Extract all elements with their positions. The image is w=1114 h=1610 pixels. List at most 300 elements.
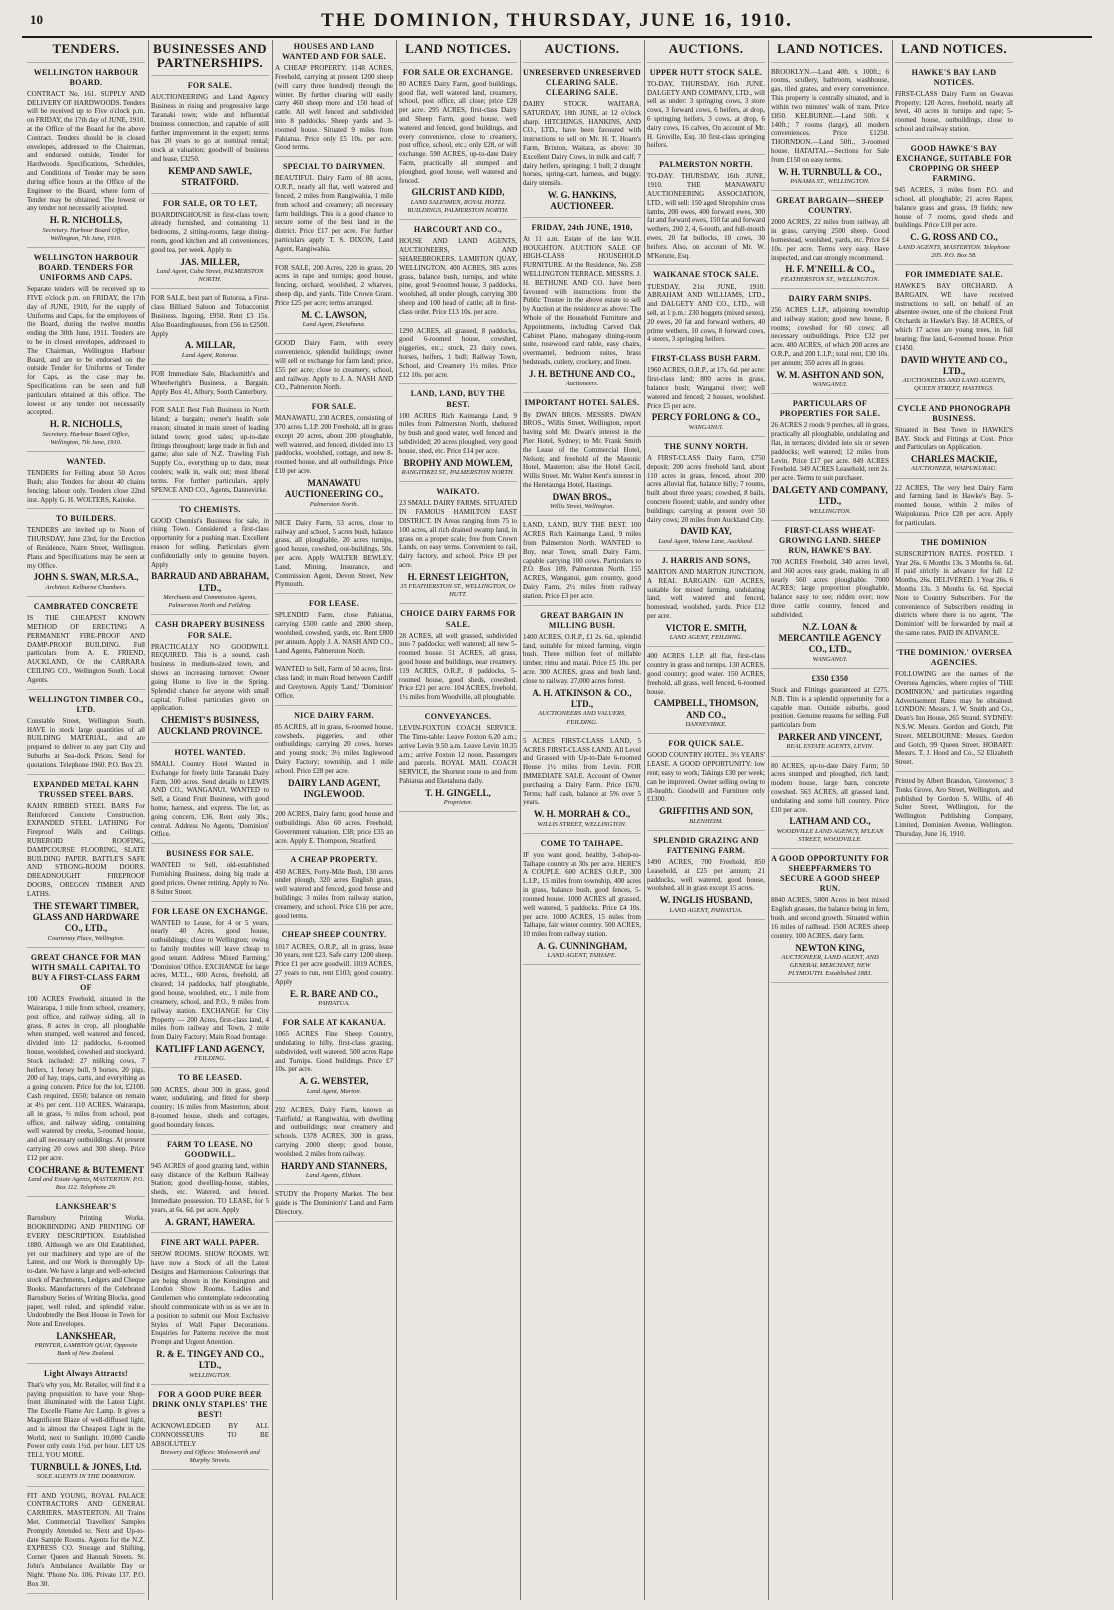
- ad-body-text: 450 ACRES, Forty-Mile Bush, 130 acres under plough, 320 acres English grass, well watered and fenced, good house and buildings; 3 miles from railway station, creamery, and school. Price £16 per acre, good terms.: [275, 867, 393, 920]
- advertisement: [399, 42, 517, 63]
- ad-heading: THE DOMINION: [920, 537, 988, 547]
- advertisement: [27, 514, 145, 597]
- ad-heading: LAND, LAND, BUY THE BEST.: [410, 389, 506, 409]
- advertisement: [151, 42, 269, 76]
- advertisement: [895, 648, 1013, 772]
- ad-body-text: IF you want good, healthy, 3-shop-to-Taihape country at 30s per acre. HERE'S A COUPLE. 600 ACRES O.R.P., 300 L.I.P., 15 miles from township, 400 acres in grass, balance bush, good fences, 5-roomed house. 1000 ACRES all grassed, well watered, 5 paddocks. Price £4 10s. per acre. 1000 ACRES, 15 miles from Taihape, fair winter country. 500 ACRES, 10 miles from railway station.: [523, 850, 641, 939]
- ad-body-text: A FIRST-CLASS Dairy Farm, £750 deposit; 200 acres freehold land, about 110 acres in grass, fenced, about 200 acres alluvial flat, balance hilly; 7 rooms, built about three years; cowshed, 8 bails, concrete floored; stable, and sundry other buildings; carrying at present over 50 dairy cows; 20 miles from Auckland City.: [647, 453, 765, 524]
- ad-body-text: TENDERS for Felling about 50 Acres Bush; also Tenders for about 40 chains fencing; labour only. Tenders close 22nd inst. Apply G. H. WOLTERS, Kaitoke.: [27, 469, 145, 504]
- advertisement: [771, 196, 889, 289]
- ad-heading: LANKSHEAR'S: [55, 1202, 117, 1212]
- ad-heading: CAMBRATED CONCRETE: [33, 601, 139, 611]
- ad-firm-name: W. INGLIS HUSBAND,: [659, 895, 753, 906]
- advertisement: [27, 457, 145, 509]
- ad-body-text: IS THE CHEAPEST KNOWN METHOD OF ERECTING A PERMANENT FIRE-PROOF AND DAMP-PROOF BUILDING. Full particulars from A. E. FRIEND, AUCKLAND, Or the CARRARA CEILING CO., Wellington South. Local Agents.: [27, 614, 145, 684]
- advertisement: [523, 737, 641, 834]
- advertisement: [151, 505, 269, 616]
- ad-body-text: 1400 ACRES, O.R.P., £1 2s. 6d., splendid land, suitable for mixed farming, virgin bush. Three million feet of millable timber, rimu and matai. Price £5 10s. per acre. 300 ACRES, grass and bush land, close to railway. 27,000 acres forest.: [523, 632, 641, 685]
- ad-address: Land Agent, Valena Lane, Auckland.: [658, 537, 754, 545]
- advertisement: [275, 162, 393, 258]
- ad-heading: TO BE LEASED.: [178, 1073, 242, 1083]
- ad-body-text: At 11 a.m. Estate of the late W.H. HOUGHTON. AUCTION SALE OF HIGH-CLASS HOUSEHOLD FURNITURE. At the Residence, No. 258 WELLINGTON TERRACE. MESSRS. J. H. BETHUNE AND CO. have been favoured with instructions from the Public Trustee in the above estate to sell by Auction at the residence as above: The Whole of the Household Furniture and Appointments, including Carved Oak Cabinet Piano, mahogany dining-room suite, rosewood card table, easy chairs, overmantel, bedroom suites, brass bedsteads, cutlery, crockery, and linen.: [523, 234, 641, 367]
- ad-address: Merchants and Commission Agents, Palmerston North and Feilding.: [163, 594, 257, 610]
- advertisement: [399, 712, 517, 812]
- ad-address: Courtenay Place, Wellington.: [47, 934, 125, 942]
- ad-body-text: 256 ACRES L.I.P., adjoining township and railway station; good new house, 8 rooms; cowshed for 60 cows; all necessary outbuildings. Price £32 per acre. 400 ACRES, of which 200 acres are O.R.P., and 200 L.I.P.; total rent, £30 10s. per annum; 350 acres all in grass.: [771, 305, 889, 367]
- ad-body-text: WANTED to Sell, Farm of 50 acres, first-class land; in main Road between Cardiff and Greytown. Apply 'Land,' 'Dominion' Office.: [275, 665, 393, 700]
- advertisement: [523, 42, 641, 63]
- ad-heading: THE SUNNY NORTH.: [663, 441, 748, 451]
- ad-heading: AUCTIONS.: [668, 41, 744, 56]
- ad-address: BLENHEIM.: [689, 817, 723, 825]
- ad-heading: CYCLE AND PHONOGRAPH BUSINESS.: [897, 403, 1011, 423]
- ad-firm-name: LATHAM AND CO.,: [789, 816, 871, 827]
- ad-body-text: WANTED to Lease, for 4 or 5 years, nearly 40 Acres, good house, outbuildings; close to Wellington; owing to family troubles will leave cheap to good tenant. Address 'Mixed Farming,' 'Dominion' Office. EXCHANGE for large acres, M.T.L., 600 Acres, freehold, all cleared; 14 paddocks, half ploughable, good house, woolshed, etc., 1 mile from creamery, school, and P.O., 9 miles from railway station. EXCHANGE for City Property — 200 Acres, first-class land, 4 miles from railway and Town, 2 mile from Dairy Factory; Main Road frontage.: [151, 918, 269, 1042]
- ad-address: LAND AGENT, FEILDING.: [669, 634, 743, 642]
- ad-firm-name: T. H. GINGELL,: [425, 787, 491, 798]
- ad-address: Land Agents, Eltham.: [305, 1171, 363, 1179]
- advertisement: [895, 42, 1013, 63]
- advertisement: [771, 399, 889, 521]
- ad-heading: EXPANDED METAL KAHN TRUSSED STEEL BARS.: [33, 779, 139, 799]
- advertisement: [647, 652, 765, 734]
- ad-firm-name: TURNBULL & JONES, Ltd.: [30, 1462, 142, 1473]
- advertisement: [151, 748, 269, 844]
- ad-body-text: 1017 ACRES, O.R.P., all in grass, lease 30 years, rent £23. Safe carry 1200 sheep. Price £1 per acre goodwill. 1019 ACRES, 27 years to run, rent £103; good country. Apply: [275, 942, 393, 986]
- ad-body-text: NICE Dairy Farm, 53 acres, close to railway and school, 5 acres bush, balance grass, all ploughable, 20 acres turnips, good house, cowshed, out-buildings, 50s. per acre. Apply WALTER BEWLEY, Land, Mining, Insurance, and Commission Agent, Devon Street, New Plymouth.: [275, 518, 393, 589]
- ad-body-text: 80 ACRES Dairy Farm, good buildings, good flat, well watered land, creamery, school, post office, all close; price £28 per acre. 295 ACRES, first-class Dairy and Sheep Farm, good house, well watered and fenced, good buildings, and every convenience, close to creamery, post office, school, etc.; only £28, or will exchange. 590 ACRES, up-to-date Dairy Farm, practically all stumped and ploughed, good house, well watered and fenced.: [399, 79, 517, 185]
- ad-firm-name: NEWTON KING,: [795, 942, 865, 953]
- ad-heading: TENDERS.: [52, 41, 120, 56]
- ad-heading: AUCTIONS.: [544, 41, 620, 56]
- ad-heading: LAND NOTICES.: [405, 41, 511, 56]
- advertisement: [27, 602, 145, 690]
- advertisement: [771, 674, 889, 757]
- ad-address: DANNEVIRKE.: [685, 721, 727, 729]
- ad-firm-name: GILCRIST AND KIDD,: [411, 187, 505, 198]
- ad-firm-name: W. M. ASHTON AND SON,: [776, 369, 884, 380]
- advertisement: [27, 1202, 145, 1363]
- ad-firm-name: H. ERNEST LEIGHTON,: [407, 571, 509, 582]
- ad-address: AUCTIONEER, WAIPUKURAU.: [910, 465, 998, 473]
- ad-heading: FOR QUICK SALE.: [668, 739, 744, 749]
- ad-address: WILLIS STREET, WELLINGTON.: [537, 820, 627, 828]
- advertisement: [275, 930, 393, 1013]
- ad-heading: WELLINGTON HARBOUR BOARD. TENDERS FOR UNIFORMS AND CAPS.: [33, 252, 139, 283]
- column-rule: [644, 40, 645, 1600]
- ad-firm-name: A. G. CUNNINGHAM,: [537, 940, 627, 951]
- advertisement: [895, 777, 1013, 844]
- advertisement: [647, 354, 765, 437]
- ad-heading: Light Always Attracts!: [44, 1368, 128, 1378]
- ad-body-text: TENDERS are invited up to Noon of THURSDAY, June 23rd, for the Erection of Residence, Nairn Street, Wellington. Plans and Specifications may be seen at my Office.: [27, 526, 145, 570]
- advertisement: [523, 223, 641, 394]
- ad-address: Willis Street, Wellington.: [549, 503, 615, 511]
- ad-body-text: 945 ACRES, 3 miles from P.O. and school, all ploughable; 21 acres Rapes; balance grass and grass, 19 fields; new house of 7 rooms, good sheds and buildings. Price £18 per acre.: [895, 186, 1013, 230]
- advertisement: [151, 199, 269, 290]
- advertisement: [647, 442, 765, 551]
- ad-body-text: Constable Street, Wellington South. HAVE in stock large quantities of all BUILDING MATERIAL, and are prepared to deliver to any part City and Suburbs at Sea-dock Prices. Send for quotations. Telephone 1960. P.O. Box 23.: [27, 716, 145, 769]
- column-7: [771, 40, 889, 1600]
- ad-body-text: STUDY the Property Market. The best guide is 'The Dominion's' Land and Farm Directory.: [275, 1190, 393, 1216]
- advertisement: [275, 599, 393, 660]
- ad-body-text: GOOD Chemist's Business for sale, in rising Town. Considered a first-class opportunity for a pushing man. Excellent reason for selling. Particulars given confidentially only to genuine buyers. Apply: [151, 516, 269, 569]
- ad-heading: GREAT BARGAIN—SHEEP COUNTRY.: [776, 196, 884, 216]
- advertisement: [275, 42, 393, 157]
- ad-body-text: FOR Immediate Sale, Blacksmith's and Wheelwright's Business, a Bargain. Apply Box 41, Albury, South Canterbury.: [151, 369, 269, 396]
- ad-firm-name: DWAN BROS.,: [552, 491, 612, 502]
- ad-body-text: 2000 ACRES, 22 miles from railway, all in grass, carrying 2500 sheep. Good homestead, woolshed, yards, etc. Price £4 10s. per acre. Terms very easy. Have inspected, and can strongly recommend.: [771, 218, 889, 262]
- ad-firm-name: LANKSHEAR,: [56, 1330, 116, 1341]
- ad-heading: £350 £350: [811, 673, 849, 683]
- ad-address: 35 FEATHERSTON ST., WELLINGTON, Or HUTT.: [400, 583, 516, 599]
- ad-body-text: Barnsbury Printing Works. BOOKBINDING AND PRINTING OF EVERY DESCRIPTION. Established 1880. Although we are Old Established, yet our machinery and type are of the Latest, and our Work is thoroughly Up-to-date. We have a large and well-selected stock of Parchments, Ledgers and Cheque Books. Manufacturers of the Celebrated Barnsbury Series of Writing Blocks, good paper, well ruled, and splendid value. Undoubtedly the Best House in Town for Note and Envelopes.: [27, 1214, 145, 1329]
- ad-body-text: MARTON AND MARTON JUNCTION. A REAL BARGAIN. 620 ACRES, suitable for mixed farming, undulating land, well watered and fenced, homestead, woolshed, yards. Price £12 per acre.: [647, 568, 765, 621]
- ad-firm-name: M. C. LAWSON,: [301, 309, 367, 320]
- advertisement: [399, 487, 517, 604]
- ad-body-text: 23 SMALL DAIRY FARMS. SITUATED IN FAMOUS HAMILTON EAST DISTRICT. IN Areas ranging from 75 to 100 acres, all rich drained swamp land, in grass on a proper scale; free from Crown Lands, on easy terms. Convenient to rail, dairy factory, and school. Price £9 per acre.: [399, 499, 517, 569]
- column-3: [275, 40, 393, 1600]
- ad-firm-name: PARKER AND VINCENT,: [778, 732, 882, 743]
- ad-heading: UPPER HUTT STOCK SALE.: [649, 67, 763, 77]
- ad-address: Secretary. Harbour Board Office, Wellington, 7th June, 1910.: [42, 430, 130, 446]
- ad-body-text: 100 ACRES Freehold, situated in the Wairarapa, 1 mile from school, creamery, post office, and railway siding, all in grass, 8 acres in crop, all ploughable when stumped, well watered and fenced, divided into 12 paddocks, 6-roomed house, woolshed, cowshed and stockyard. Stock included: 27 milking cows, 7 heifers, 1 Jersey bull, 9 horses, 20 pigs, 200 of hay, traps, carts, and everything as a going concern. Price for the lot, £2100. Cash required, £650; balance on remain at 4½ per cent. 110 ACRES, Wairarapa, all in grass, ⅔ miles from school, post office, and railway siding, containing well watered by creeks, 5-roomed house, and all necessary outbuildings. At present carrying 20 cows and 300 sheep. Price £12 per acre.: [27, 995, 145, 1162]
- ad-body-text: FOLLOWING are the names of the Oversea Agencies, where copies of 'THE DOMINION,' and particulars regarding Advertisement Rates may be obtained: LONDON: Messrs. J. W. Smith and Co., Dean's Inn House, 265 Strand. SYDNEY: N.S.W. Messrs. Gordon and Gotch, Pitt Street. MELBOURNE: Messrs. Gordon and Gotch, 99 Queen Street. HOBART: Messrs. T. J. Hood and Co., 52 Elizabeth Street.: [895, 670, 1013, 767]
- advertisement: [895, 538, 1013, 643]
- advertisement: [399, 327, 517, 385]
- ad-body-text: AUCTIONEERING and Land Agency Business in rising and progressive large Taranaki town; wide and influential business connection, and capable of still further improvement in the expert; terms has 20 years to go at nominal rental; stock at valuation; goodwill of business and lease, £3250.: [151, 93, 269, 164]
- ad-firm-name: PERCY FORLONG & CO.,: [651, 412, 761, 423]
- ad-address: LAND AGENT, PAHIATUA.: [669, 906, 743, 914]
- ad-firm-name: H. R. NICHOLLS,: [49, 419, 123, 430]
- advertisement: [275, 855, 393, 925]
- ad-body-text: 22 ACRES, The very best Dairy Farm and farming land in Hawke's Bay. 5-roomed house, within 2 miles of Waipukurau. Price £28 per acre. Apply for particulars.: [895, 483, 1013, 527]
- ad-body-text: FOR SALE, 200 Acres, 220 in grass, 20 acres in rape and turnips; good house, fencing, orchard, woolshed, 2 wharves, sheep dip, and yards. Title Crown Grant. Price £25 per acre; terms arranged.: [275, 263, 393, 307]
- ad-heading: WANTED.: [66, 457, 106, 466]
- ad-address: Auctioneers.: [565, 380, 599, 388]
- ad-heading: CHOICE DAIRY FARMS FOR SALE.: [400, 609, 516, 629]
- advertisement: [895, 404, 1013, 479]
- advertisement: [647, 836, 765, 920]
- advertisement: [771, 42, 889, 63]
- advertisement: [151, 81, 269, 193]
- ad-firm-name: DAIRY LAND AGENT, INGLEWOOD.: [288, 777, 380, 799]
- ad-heading: FIRST-CLASS BUSH FARM.: [651, 354, 761, 364]
- advertisement: [399, 68, 517, 221]
- advertisement: [27, 1492, 145, 1594]
- ad-body-text: By DWAN BROS. MESSRS. DWAN BROS., Willis Street, Wellington, report having sold Mr. Dwan's interest in the Pier Hotel, Sydney; to Mr. Frank Smith the Lease of the Commercial Hotel, Nelson; and freehold of the Masonic Hotel, Masterton; also the Hotel Cecil, Willis Street. Mr. Walter Kent's interest in the Heretaunga Hotel, Hastings.: [523, 410, 641, 490]
- ad-firm-name: HARDY AND STANNERS,: [281, 1160, 387, 1171]
- ad-address: REAL ESTATE AGENTS, LEVIN.: [786, 743, 874, 751]
- ad-body-text: 80 ACRES, up-to-date Dairy Farm; 50 acres stumped and ploughed, rich land; modern house, large barn, concrete cowshed. 563 ACRES, all grassed land, undulating and some hill country. Price £10 per acre.: [771, 761, 889, 814]
- advertisement: [895, 270, 1013, 399]
- ad-heading: GREAT CHANCE FOR MAN WITH SMALL CAPITAL TO BUY A FIRST-CLASS FARM OF: [30, 952, 142, 993]
- ad-firm-name: H. R. NICHOLLS,: [49, 215, 123, 226]
- ad-body-text: 400 ACRES L.I.P. all flat, first-class country in grass and turnips. 130 ACRES, good country; good water. 150 ACRES, freehold, all grass, well fenced, 6-roomed house.: [647, 652, 765, 696]
- ad-heading: GREAT BARGAIN IN MILLING BUSH.: [540, 610, 624, 630]
- ad-address: AUCTIONEERS AND LAND AGENTS, QUEEN STREET, HASTINGS.: [902, 377, 1006, 393]
- ad-firm-name: A. H. ATKINSON & CO., LTD.,: [532, 687, 632, 710]
- ad-heading: WELLINGTON HARBOUR BOARD.: [33, 67, 139, 87]
- ad-address: Palmerston North.: [309, 500, 359, 508]
- ad-body-text: FOR SALE, best part of Rotorua, a First-class Billiard Saloon and Tobacconist Business. Ingoing, £950. Rent £3 15s. Also Boardinghouses, from £56 to £2500. Apply: [151, 294, 269, 338]
- advertisement: [151, 1238, 269, 1385]
- ad-firm-name: COCHRANE & BUTEMENT: [27, 1164, 144, 1175]
- ad-body-text: CONTRACT No. 161. SUPPLY AND DELIVERY OF HARDWOODS. Tenders will be received up to Five o'clock p.m. on FRIDAY, the 17th day of JUNE, 1910, at the Office of the Board for the above Contract. Tenders should be in closed envelopes, addressed to the Chairman, and endorsed outside, Tender for Hardwoods. Specifications, Schedules, and Conditions of Tender may be seen during office hours at the Office of the Engineer to the Board, where form of Tender may be obtained. The lowest or any tender not necessarily accepted.: [27, 89, 145, 213]
- ad-firm-name: JAS. MILLER,: [180, 256, 240, 267]
- ad-address: SOLE AGENTS IN THE DOMINION.: [36, 1473, 136, 1481]
- column-5: [523, 40, 641, 1600]
- masthead: [22, 10, 1092, 38]
- ad-body-text: That's why you, Mr. Retailer, will find it a paying proposition to have your Shop-front illuminated with the Latest Light. The Excelle Flame Arc Lamp. It gives a Magnificent Blaze of well-diffused light, and is almost the Cheapest Light in the World, next to Sunlight. 10,000 Candle Power only costs 1½d. per hour. LET US TELL YOU MORE.: [27, 1380, 145, 1460]
- advertisement: [523, 398, 641, 516]
- ad-heading: SPECIAL TO DAIRYMEN.: [282, 162, 386, 172]
- ad-address: FEILDING.: [194, 1055, 226, 1063]
- ad-firm-name: J. H. BETHUNE AND CO.,: [528, 368, 635, 379]
- ad-body-text: LEVIN-FOXTON COACH SERVICE. The Time-table: Leave Foxton 6.20 a.m.; arrive Levin 9.50 a.m. Leave Levin 10.35 a.m.; arrive Foxton 12 noon. Passengers and parcels. ROYAL MAIL COACH SERVICE, the Shortest route to and from Pahiatua and Eketahuna daily.: [399, 724, 517, 786]
- ad-body-text: BOARDINGHOUSE in first-class town; already furnished, and containing 11 bedrooms, 2 sitting-rooms, large dining-room, good kitchen and all conveniences, good tea, per week. Apply to: [151, 210, 269, 254]
- ad-heading: FOR LEASE.: [308, 599, 360, 609]
- column-rule: [520, 40, 521, 1600]
- ad-body-text: ACKNOWLEDGED BY ALL CONNOISSEURS TO BE ABSOLUTELY: [151, 1422, 269, 1448]
- ad-body-text: WANTED to Sell, old-established Furnishing Business, doing big trade at good prices. Owner retiring. Apply to No. 8 Sulter Street.: [151, 861, 269, 896]
- advertisement: [275, 711, 393, 806]
- column-4: [399, 40, 517, 1600]
- ad-body-text: GOOD Dairy Farm, with every convenience, splendid buildings; owner will sell or exchange for farm land; price, £55 per acre; close to creamery, school, and railway. Apply to J. A. NASH AND CO., Palmerston North.: [275, 339, 393, 392]
- ad-heading: FIRST-CLASS WHEAT-GROWING LAND. SHEEP RUN, HAWKE'S BAY.: [779, 525, 881, 555]
- ad-firm-name: BROPHY AND MOWLEM,: [403, 457, 513, 468]
- advertisement: [771, 854, 889, 983]
- ad-firm-name: KEMP AND SAWLE, STRATFORD.: [168, 165, 252, 188]
- ad-firm-name: R. & E. TINGEY AND CO., LTD.,: [156, 1349, 264, 1371]
- ad-heading: A CHEAP PROPERTY.: [290, 855, 378, 865]
- ad-address: Architect. Kelburne Chambers.: [45, 583, 127, 591]
- ad-body-text: Situated in Best Town in HAWKE'S BAY. Stock and Fittings at Cost. Price and Particulars on Application.: [895, 425, 1013, 452]
- ad-heading: FOR IMMEDIATE SALE.: [905, 269, 1003, 279]
- ad-body-text: 200 ACRES, Dairy farm; good house and outbuildings. Also 60 acres. Freehold; Government valuation, £38; price £35 an acre. Apply E. Thompson, Stratford.: [275, 810, 393, 845]
- advertisement: [27, 780, 145, 948]
- ad-heading: WAIKANAE STOCK SALE.: [653, 270, 759, 280]
- ad-address: PAHIATUA.: [318, 999, 350, 1007]
- ad-heading: FRIDAY, 24th JUNE, 1910,: [531, 222, 633, 232]
- ad-body-text: BROOKLYN.—Land 40ft. x 100ft.; 6 rooms, scullery, bathroom, washhouse, gas, tiled grates, and every convenience. This property is centrally situated, and is within two minutes' walk of tram. Price £850. KELBURNE.—Land 50ft. x 140ft.; 7 rooms (large), all modern conveniences. Price £1250. THORNDON.—Land 50ft., 3-roomed house. HATAITAI.—Sections for Sale from £150 on easy terms.: [771, 67, 889, 164]
- ad-firm-name: E. R. BARE AND CO.,: [289, 988, 378, 999]
- advertisement: [27, 68, 145, 248]
- ad-heading: HOTEL WANTED.: [174, 747, 246, 757]
- ad-heading: HOUSES AND LAND WANTED AND FOR SALE.: [282, 42, 386, 62]
- ad-heading: 'THE DOMINION.' OVERSEA AGENCIES.: [895, 647, 1013, 667]
- advertisement: [647, 160, 765, 265]
- ad-heading: WAIKATO.: [436, 487, 480, 497]
- column-2: [151, 40, 269, 1600]
- ad-firm-name: THE STEWART TIMBER, GLASS AND HARDWARE CO., LTD.,: [32, 900, 140, 934]
- ad-body-text: LAND, LAND, BUY THE BEST. 100 ACRES Rich Kaimanga Land, 9 miles from Palmerston North. WANTED to Buy, near Town, small Dairy Farm, capable carrying 100 cows. Particulars to P.O. Box 109, Palmerston North. 155 ACRES, Wanganui, gum country, good Dairy Farm, 2½ miles from railway station. Price £3 per acre.: [523, 521, 641, 600]
- advertisement: [275, 1190, 393, 1221]
- advertisement: [151, 849, 269, 901]
- ad-address: WELLINGTON.: [189, 1371, 231, 1379]
- ad-firm-name: DAVID KAY,: [680, 526, 732, 537]
- ad-address: AUCTIONEER, LAND AGENT, AND GENERAL MERCHANT, NEW PLYMOUTH. Established 1883.: [781, 953, 879, 978]
- ad-heading: BUSINESSES AND PARTNERSHIPS.: [153, 41, 267, 70]
- ad-body-text: PRACTICALLY NO GOODWILL REQUIRED. This is a sound, cash business in medium-sized town, and shows an increasing turnover. Owner going Home to live in the Spring. Splendid chance for anyone with small capital. Fullest particulars given on application.: [151, 642, 269, 713]
- ad-firm-name: KATLIFF LAND AGENCY,: [155, 1043, 265, 1054]
- ad-body-text: Stock and Fittings guaranteed at £275. N.B. This is a splendid opportunity for a capable man. Outside suburbs, good position. Genuine reasons for selling. Full particulars from: [771, 685, 889, 730]
- ad-heading: FOR A GOOD PURE BEER DRINK ONLY STAPLES' THE BEST!: [152, 1389, 268, 1419]
- ad-body-text: 28 ACRES, all well grassed, subdivided into 7 paddocks; well watered; all new 5-roomed house. 51 ACRES, all grass, good house and buildings, near creamery. 119 ACRES, O.R.P., 8 paddocks, 5-roomed house, good sheds, cowshed. Price £21 per acre. 104 ACRES, freehold, 1½ miles from Woodville, all ploughable.: [399, 631, 517, 702]
- ad-firm-name: GRIFFITHS AND SON,: [659, 806, 753, 817]
- ad-firm-name: W. H. TURNBULL & CO.,: [778, 166, 882, 177]
- ad-heading: CONVEYANCES.: [424, 712, 492, 722]
- ad-address: AUCTIONEERS AND VALUERS, FEILDING.: [538, 710, 626, 726]
- advertisement: [895, 484, 1013, 533]
- ad-address: Land and Estate Agents, MASTERTON. P.O. Box 112. Telephone 29.: [27, 1175, 145, 1192]
- ad-heading: FOR SALE, OR TO LET,: [162, 198, 258, 208]
- ad-body-text: 292 ACRES, Dairy Farm, known as 'Fairfield,' at Rangiwahia, with dwelling and outbuildings; near creamery and schools. 1378 ACRES, 300 in grass, carrying 2000 sheep; good house, woolshed. 2 miles from railway.: [275, 1105, 393, 1158]
- ad-firm-name: A. GRANT, HAWERA.: [164, 1216, 256, 1227]
- advertisement: [647, 739, 765, 830]
- ad-heading: FOR SALE.: [187, 81, 233, 91]
- ad-body-text: TO-DAY, THURSDAY, 16th JUNE. DALGETY AND COMPANY, LTD., will sell as under: 3 springing cows, 3 store cows, 3 forward cows, 6 heifers, at drop, 6 springing heifers, 3 cows, at drop, 6 dairy cows, 16 calves, On account of Mr. H. Groville, Esq. 30 first-class springing heifers.: [647, 79, 765, 150]
- ad-heading: FOR SALE OR EXCHANGE.: [402, 67, 514, 77]
- advertisement: [647, 42, 765, 63]
- ad-address: RANGITIKEI ST., PALMERSTON NORTH.: [401, 468, 515, 476]
- advertisement: [275, 402, 393, 514]
- advertisement: [151, 370, 269, 401]
- ad-body-text: 5 ACRES FIRST-CLASS LAND, 5 ACRES FIRST-CLASS LAND. All Level and Grassed with Up-to-Date 6-roomed House 1½ miles from Levin. FOR IMMEDIATE SALE. Account of Owner purchasing a Dairy Farm. Price £670. Terms; half cash, balance at 5% over 5 years.: [523, 736, 641, 807]
- advertisement: [151, 1140, 269, 1233]
- ad-body-text: 1960 ACRES, O.R.P., at 17s. 6d. per acre: first-class land; 800 acres in grass, balance bush; Wanganui river; well watered and fenced; 2 houses, woolshed. Price £5 per acre.: [647, 366, 765, 410]
- advertisement: [523, 68, 641, 218]
- ad-body-text: GOOD COUNTRY HOTEL. 3½ YEARS' LEASE. A GOOD OPPORTUNITY: low rent; easy to work; Takings £30 per week; can be improved. Owner selling owing to ill-health. Goodwill and Furniture only £1300.: [647, 751, 765, 804]
- advertisement: [647, 556, 765, 647]
- ad-address: WANGANUI.: [812, 380, 848, 388]
- ad-address: WANGANUI.: [812, 655, 848, 663]
- ad-body-text: 700 ACRES Freehold, 340 acres level, and 360 acres easy grade, making in all nearly 560 acres ploughable. 7000 ACRES; large proportion ploughable, balance easy to see; ridden over; now three cattle country, fenced and subdivided.: [771, 558, 889, 619]
- advertisement: [523, 521, 641, 605]
- ad-heading: SPLENDID GRAZING AND FATTENING FARM.: [653, 835, 759, 855]
- ad-body-text: A CHEAP PROPERTY. 1148 ACRES, Freehold, carrying at present 1200 sheep (will carry three hundred) through the winter. By further clearing will easily carry 460 sheep more and 150 head of cattle. All well fenced and subdivided into 8 paddocks. Sheep yards and 3-roomed house. Situated 9 miles from Pahiatua. Price only £5 10s. per acre. Good terms.: [275, 64, 393, 152]
- advertisement: [399, 609, 517, 707]
- page-number: 10: [30, 12, 43, 27]
- advertisement: [27, 1369, 145, 1487]
- ad-body-text: KAHN RIBBED STEEL BARS For Reinforced Concrete Construction. EXPANDED STEEL LATHING For Fireproof Walls and Ceilings. RUBEROID ROOFING, DAMPCOURSE FLOORING, SLATE BUILDING PAPER. BATTLE'S SAFE AND STRONG-ROOM DOORS. DREADNOUGHT FIREPROOF DOORS, OREGON TIMBER AND LATHS.: [27, 801, 145, 898]
- ad-body-text: SMALL Country Hotel Wanted in Exchange for freely little Taranaki Dairy Farm, 300 acres. Send details to LEWIS AND CO., WANGANUI. WANTED to Sell, a Grand Fruit Business, with good home, harness, and express. The lot, as going concern, £36. Rent only 30s.; central. Address No Agents, 'Dominion' Office.: [151, 759, 269, 839]
- ad-address: Land Agent, Marton.: [306, 1087, 362, 1095]
- advertisement: [523, 839, 641, 966]
- ad-heading: HAWKE'S BAY LAND NOTICES.: [911, 67, 997, 87]
- ad-body-text: 1290 ACRES, all grassed, 8 paddocks, good 6-roomed house, cowshed, piggeries, etc.; stock, 23 dairy cows, horses, heifers, 1 bull; Railway Town, School, and Creamery 1½ miles. Price £12 10s. per acre.: [399, 326, 517, 379]
- ad-body-text: MANAWATU, 230 ACRES, consisting of 370 acres L.I.P. 200 Freehold, all in grass except 20 acres, about 200 ploughable, well watered, and fenced, divided into 13 paddocks, woolshed, cottage, and new 8-roomed house, and all outbuildings. Price £18 per acre.: [275, 414, 393, 476]
- ad-body-text: 945 ACRES of good grazing land, within easy distance of the Kelburn Railway Station; good dwelling-house, stables, sheds, etc. Watered, and fenced. Immediate possession. TO LEASE, for 5 years, at 6s. 6d. per acre. Apply: [151, 1161, 269, 1214]
- ad-body-text: FOR SALE Best Fish Business in North Island; a bargain; owner's health sole reason; situated in main street of leading inland town; good sales; up-to-date fittings throughout; large trade in fish and game; also sale of N.Z. Trawling Fish Supply Co., everything up to date, meat coolers; walk in, walk out; most liberal terms. For further particulars, apply SPENCE AND CO., Agents, Dannevirke.: [151, 406, 269, 494]
- column-rule: [396, 40, 397, 1600]
- advertisement: [523, 611, 641, 732]
- ad-address: PANAMA ST., WELLINGTON.: [790, 177, 870, 185]
- ad-heading: FOR LEASE ON EXCHANGE.: [152, 906, 268, 916]
- ad-address: WOODVILLE LAND AGENCY, M'LEAN STREET, WOODVILLE.: [776, 827, 884, 843]
- ad-firm-name: JOHN S. SWAN, M.R.S.A.,: [33, 572, 139, 583]
- ad-firm-name: W. H. MORRAH & CO.,: [533, 809, 631, 820]
- advertisement: [895, 144, 1013, 265]
- column-6: [647, 40, 765, 1600]
- ad-body-text: 1490 ACRES, 700 Freehold, 850 Leasehold, at £25 per annum; 21 paddocks, well watered, good house, woolshed, all in grass except 15 acres.: [647, 857, 765, 893]
- ad-body-text: 85 ACRES, all in grass, 6-roomed house, cowsheds, piggeries, and other outbuildings; carrying 20 cows, horses and young stock; 3½ miles Inglewood Dairy Factory; township, and 1 mile school. Price £28 per acre.: [275, 722, 393, 775]
- ad-heading: IMPORTANT HOTEL SALES.: [524, 398, 640, 408]
- ad-body-text: 100 ACRES Rich Kaimanga Land, 9 miles from Palmerston North, sheltered by bush and good water, well fenced and subdivided; 20 acres ploughed, very good house, shed, etc. Price £14 per acre.: [399, 411, 517, 455]
- ad-heading: FARM TO LEASE. NO GOODWILL.: [166, 1139, 253, 1159]
- ad-heading: PARTICULARS OF PROPERTIES FOR SALE.: [779, 399, 881, 419]
- ad-heading: TO BUILDERS.: [56, 514, 116, 524]
- advertisement: [275, 810, 393, 850]
- ad-address: PRINTER, LAMBTON QUAY, Opposite Bank of New Zealand.: [34, 1342, 138, 1358]
- ad-body-text: FIRST-CLASS Dairy Farm on Gwavas Property; 120 Acres, freehold, nearly all level, 40 acres in turnips and rape; 5-roomed house, outbuildings, close to school and railway station.: [895, 89, 1013, 134]
- ad-heading: DAIRY FARM SNIPS.: [788, 293, 872, 303]
- ad-heading: TO CHEMISTS.: [179, 504, 241, 514]
- ad-firm-name: A. G. WEBSTER,: [299, 1076, 369, 1087]
- advertisement: [151, 907, 269, 1069]
- ad-body-text: HAWKE'S BAY ORCHARD. A BARGAIN. WE have received instructions to sell, on behalf of an absentee owner, one of the choicest Fruit Orchards in Hawke's Bay. 18 ACRES, of which 17 acres are young trees, in full bearing; fine land, 6-roomed house. Price £1450.: [895, 282, 1013, 352]
- ad-firm-name: DAVID WHYTE AND CO., LTD.,: [900, 354, 1008, 376]
- ad-firm-name: H. F. M'NEILL & CO.,: [785, 264, 875, 275]
- column-rule: [768, 40, 769, 1600]
- advertisement: [275, 1106, 393, 1185]
- ad-heading: LAND NOTICES.: [901, 41, 1007, 56]
- ad-firm-name: CHARLES MACKIE,: [910, 454, 997, 465]
- ad-body-text: TO-DAY. THURSDAY, 16th JUNE, 1910. THE MANAWATU AUCTIONEERING ASSOCIATION, LTD., will sell: 150 aged Shropshire cross lambs, 200 ewes, 400 forward ewes, 300 fat and forward ewes, 150 fat and forward wethers, 200 2, 4, 6-tooth, and full-mouth ewes, 20 fat bullocks, 10 cows, 30 heifers. Also, on account of Mr. W. M'Kenzie, Esq.: [647, 172, 765, 260]
- ad-firm-name: N.Z. LOAN & MERCANTILE AGENCY CO., LTD.,: [778, 621, 882, 655]
- ad-body-text: 500 ACRES, about 300 in grass, good water, undulating, and fitted for sheep country; 16 miles from Masterton; about 8-roomed house, sheds and cottages, good boundary fences.: [151, 1085, 269, 1129]
- advertisement: [771, 294, 889, 394]
- advertisement: [27, 42, 145, 63]
- advertisement: [771, 68, 889, 191]
- ad-heading: CASH DRAPERY BUSINESS FOR SALE.: [155, 620, 265, 640]
- column-1: [27, 40, 145, 1600]
- ad-firm-name: MANAWATU AUCTIONEERING CO.,: [284, 477, 384, 500]
- ad-heading: BUSINESS FOR SALE.: [166, 849, 254, 859]
- advertisement: [275, 264, 393, 335]
- advertisement: [151, 1390, 269, 1470]
- ad-heading: GOOD HAWKE'S BAY EXCHANGE, SUITABLE FOR CROPPING OR SHEEP FARMING.: [896, 143, 1012, 184]
- ad-address: WELLINGTON.: [809, 507, 851, 515]
- ad-address: Brewery and Offices: Molesworth and Murphy Streets.: [160, 1448, 260, 1464]
- ad-firm-name: A. MILLAR,: [184, 340, 236, 351]
- ad-heading: LAND NOTICES.: [777, 41, 883, 56]
- ad-address: LAND AGENT, TAIHAPE.: [547, 952, 617, 960]
- advertisement: [771, 762, 889, 850]
- ad-address: LAND SALESMEN, ROYAL HOTEL BUILDINGS, PALMERSTON NORTH.: [407, 198, 509, 214]
- ad-address: Land Agent, Cuba Street, PALMERSTON NORTH.: [156, 267, 264, 284]
- ad-address: Proprietor.: [443, 799, 473, 807]
- ad-body-text: HOUSE AND LAND AGENTS, AUCTIONEERS, AND SHAREBROKERS. LAMBTON QUAY, WELLINGTON. 400 ACRES, 385 acres grass, balance bush, turnips, and white pine, good 9-roomed house, 3 paddocks, woolshed, all under plough, carrying 300 sheep and 100 head of cattle; all in first-class order. Price £13 10s. per acre.: [399, 237, 517, 316]
- advertisement: [27, 253, 145, 452]
- advertisement: [275, 665, 393, 705]
- advertisement: [27, 953, 145, 1197]
- ad-heading: PALMERSTON NORTH.: [659, 160, 753, 170]
- advertisement: [151, 1073, 269, 1134]
- ad-body-text: Separate tenders will be received up to FIVE o'clock p.m. on FRIDAY, the 17th day of JUNE, 1910, for the supply of Uniforms and Caps, for the employees of the Board, during the twelve months ending the 30th June, 1911. Tenders are to be in closed envelopes, addressed to The Chairman, Wellington Harbour Board, and are to be endorsed on the outside Tender for Uniforms or Tender for Caps, as the case may be. Specifications can be seen and full particulars obtained at this office. The lowest or any tender not necessarily accepted.: [27, 285, 145, 417]
- advertisement: [647, 68, 765, 156]
- ad-heading: UNRESERVED UNRESERVED CLEARING SALE. CLEARING SALE.: [523, 67, 641, 97]
- advertisement: [647, 270, 765, 349]
- advertisement: [27, 695, 145, 775]
- advertisement: [399, 225, 517, 321]
- advertisement: [151, 406, 269, 499]
- ad-heading: NICE DAIRY FARM.: [294, 710, 374, 720]
- ad-heading: HARCOURT AND CO.,: [413, 225, 503, 235]
- ad-body-text: SPLENDID Farm, close Pahiatua, carrying £500 cattle and 2800 sheep, woolshed, cowshed, yards, etc. Rent £800 per annum. Apply J. A. NASH AND CO., Land Agents, Palmerston North.: [275, 611, 393, 655]
- advertisement: [275, 519, 393, 595]
- advertisement: [399, 389, 517, 482]
